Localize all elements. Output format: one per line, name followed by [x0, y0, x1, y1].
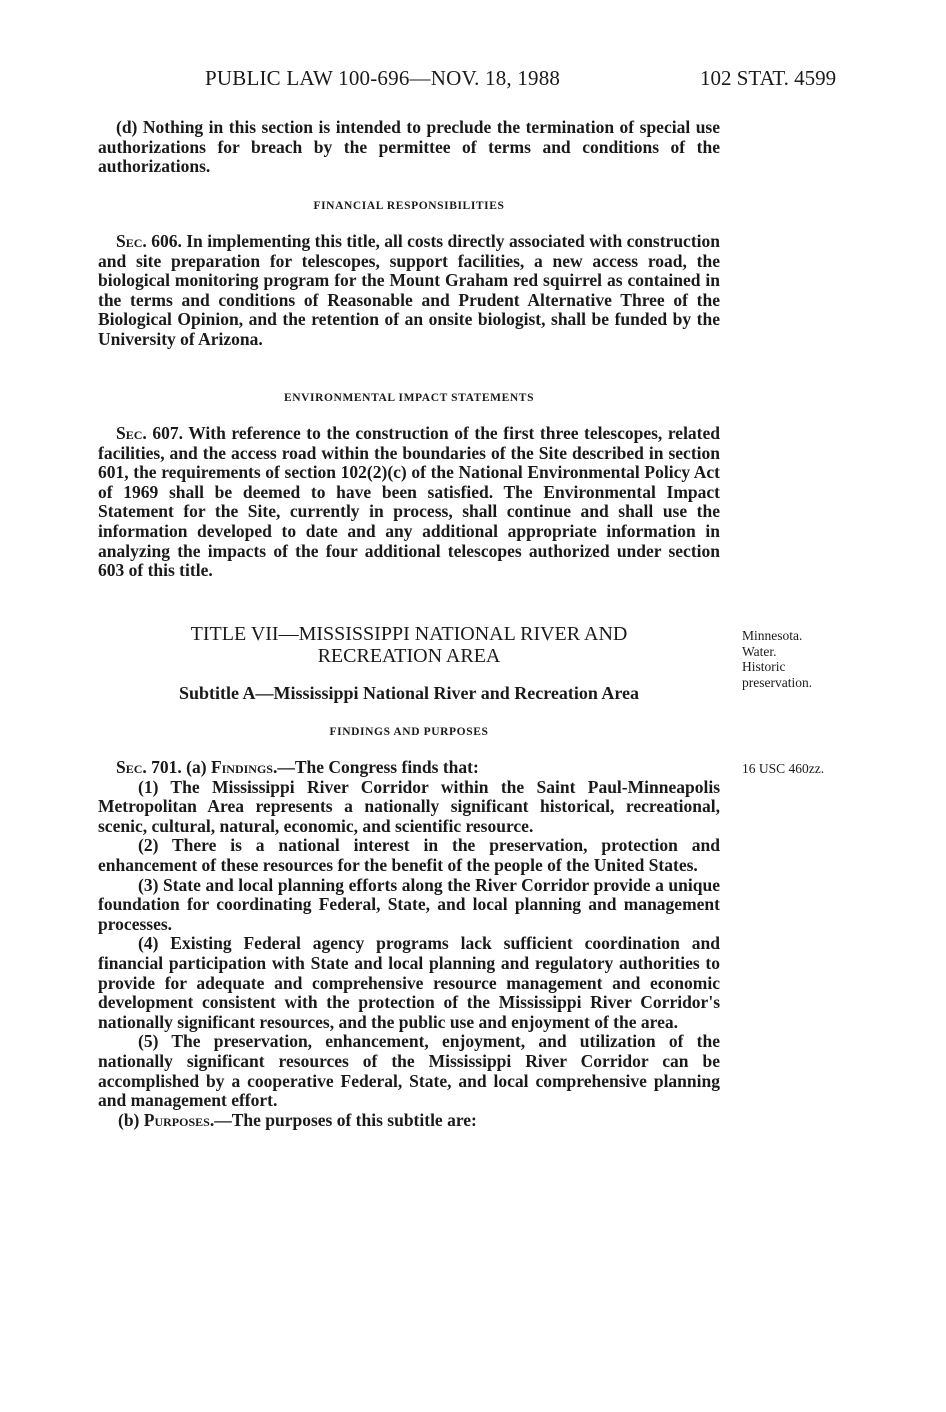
finding-2: (2) There is a national interest in the preservation, protection and enhancement of these resources for the benefit of the people of the United States. — [98, 835, 720, 875]
title-line-2: RECREATION AREA — [317, 645, 501, 667]
findings-label: Findings — [210, 757, 273, 777]
title-line-1: TITLE VII—MISSISSIPPI NATIONAL RIVER AND — [190, 623, 628, 645]
statute-page-number: 102 STAT. 4599 — [700, 66, 837, 90]
heading-financial-responsibilities: FINANCIAL RESPONSIBILITIES — [313, 200, 505, 212]
margin-note-line: preservation. — [742, 674, 813, 690]
section-607-text: 607. With reference to the construction of the first three telescopes, related facilities, and the access road within the boundaries of the Site described in section 601, the requirements of section 102(2)(c) of the National Environmental Policy Act of 1969 shall be deemed to have been satisfied. The Environmental Impact Statement for the Site, currently in process, shall continue and shall use the information developed to date and any additional appropriate information in analyzing the impacts of the four additional telescopes authorized under section 603 of this title. — [98, 423, 721, 581]
section-701 — [98, 758, 720, 1130]
finding-4: (4) Existing Federal agency programs lack sufficient coordination and financial participation with State and local planning and regulatory authorities to provide for adequate and comprehensive resource management and economic development consistent with the protection of the Mississippi River Corridor's nationally significant resources, and the public use and enjoyment of the area. — [98, 933, 720, 1032]
margin-note-usc-citation: 16 USC 460zz. — [742, 761, 825, 776]
heading-environmental-impact-statements: ENVIRONMENTAL IMPACT STATEMENTS — [283, 392, 535, 404]
section-607 — [98, 424, 720, 581]
finding-1: (1) The Mississippi River Corridor within the Saint Paul-Minneapolis Metropolitan Area represents a nationally significant historical, recreational, scenic, cultural, natural, economic, and scientific resource. — [98, 776, 720, 836]
purposes-label: Purposes — [143, 1109, 210, 1130]
section-label: Sec. — [116, 231, 147, 251]
section-701-lead: Sec. 701. (a) Findings.—The Congress finds that: — [116, 757, 479, 777]
margin-note-line: Water. — [742, 643, 777, 659]
finding-3: (3) State and local planning efforts along the River Corridor provide a unique foundation for coordinating Federal, State, and local planning and management processes. — [98, 874, 720, 934]
subtitle-a-heading: Subtitle A—Mississippi National River and Recreation Area — [178, 683, 640, 703]
heading-findings-and-purposes: FINDINGS AND PURPOSES — [329, 726, 489, 738]
section-label: Sec. — [116, 423, 147, 443]
running-header-title: PUBLIC LAW 100-696—NOV. 18, 1988 — [205, 66, 561, 90]
finding-5: (5) The preservation, enhancement, enjoyment, and utilization of the nationally significant resources of the Mississippi River Corridor can be accomplished by a cooperative Federal, State, and local comprehensive planning and management effort. — [98, 1031, 720, 1111]
section-606 — [98, 232, 720, 350]
section-label: Sec. — [116, 757, 147, 777]
section-605-paragraph-d — [98, 118, 720, 177]
purposes-lead: (b) Purposes.—The purposes of this subtitle are: — [118, 1109, 477, 1130]
paragraph-d-text: (d) Nothing in this section is intended to preclude the termination of special use authorizations for breach by the permittee of terms and conditions of the authorizations. — [98, 117, 720, 177]
section-606-text: 606. In implementing this title, all costs directly associated with construction and site preparation for telescopes, support facilities, a new access road, the biological monitoring program for the Mount Graham red squirrel as contained in the terms and conditions of Reasonable and Prudent Alternative Three of the Biological Opinion, and the retention of an onsite biologist, shall be funded by the University of Arizona. — [98, 231, 721, 349]
margin-note-line: Minnesota. — [742, 628, 803, 643]
margin-note-topics — [742, 628, 812, 690]
title-vii-heading — [98, 623, 720, 667]
margin-note-line: Historic — [742, 659, 786, 674]
